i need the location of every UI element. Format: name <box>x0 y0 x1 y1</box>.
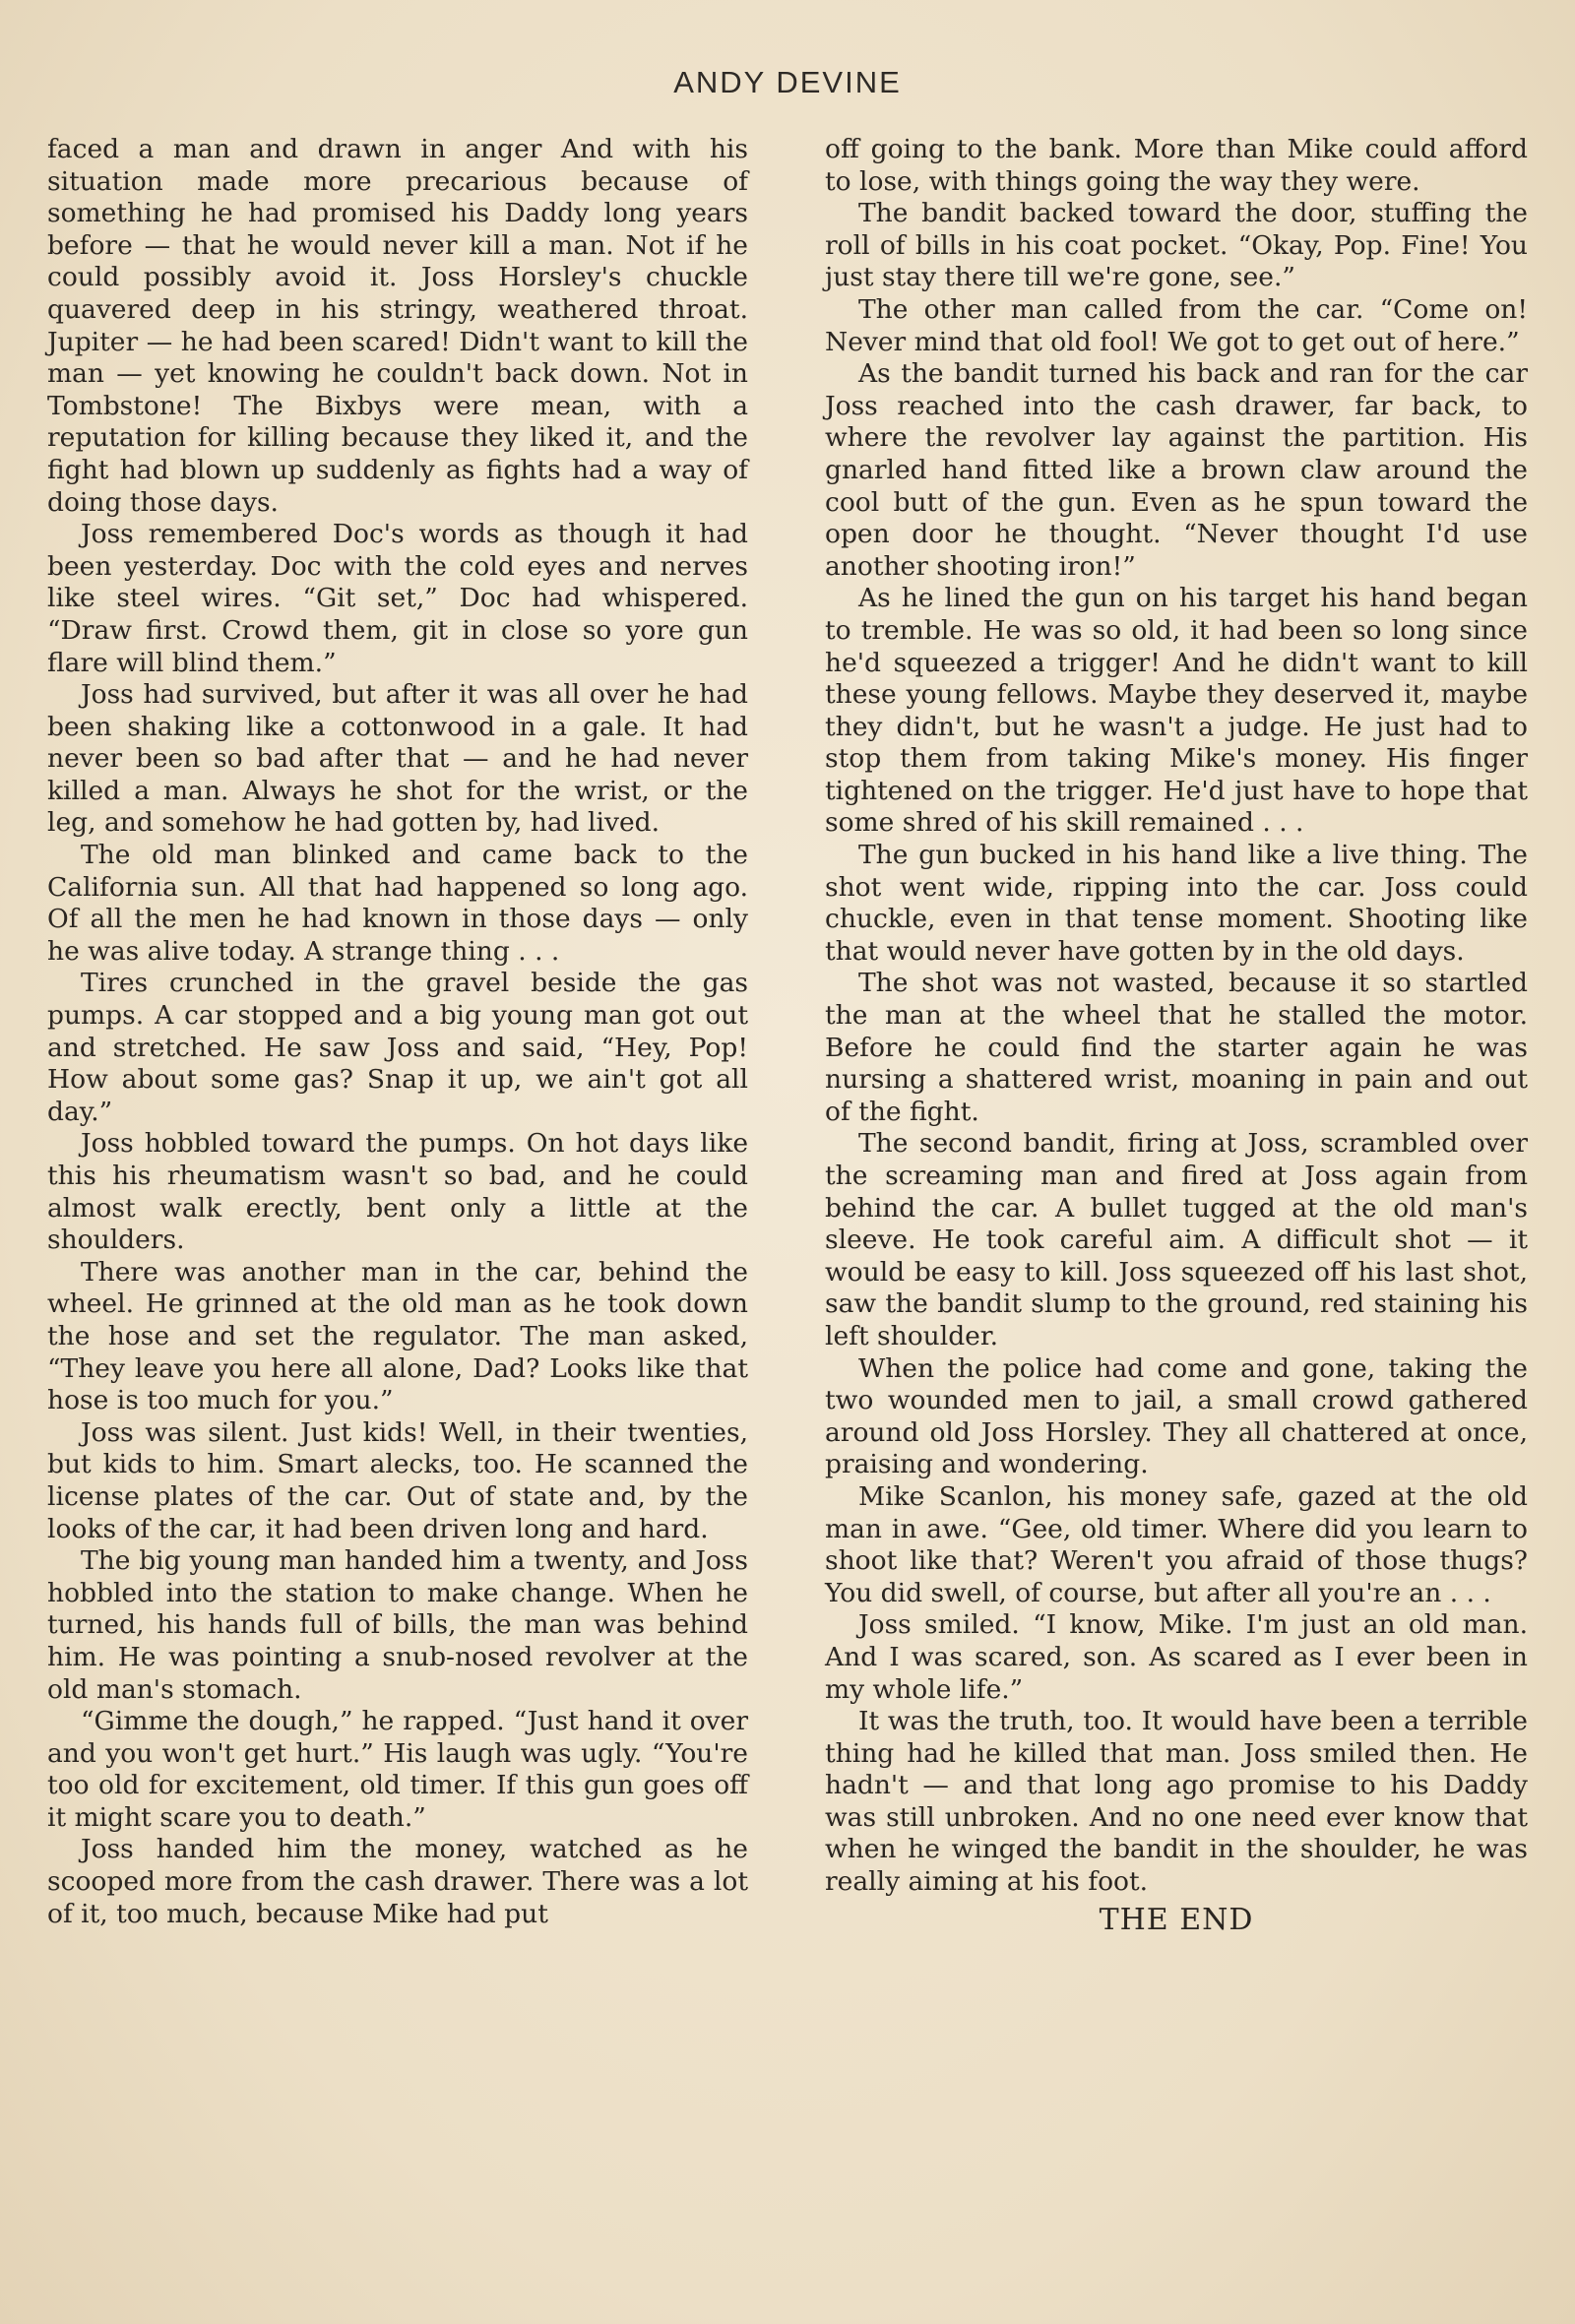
left-column <box>47 134 748 1930</box>
paragraph: When the police had come and gone, taking the two wounded men to jail, a small crowd gathered around old Joss Horsley. They all chattered at once, praising and wondering. <box>825 1352 1528 1480</box>
paragraph: Mike Scanlon, his money safe, gazed at the old man in awe. “Gee, old timer. Where did you learn to shoot like that? Weren't you afraid of those thugs? You did swell, of course, but after all you're an . . . <box>825 1480 1528 1608</box>
paragraph: “Gimme the dough,” he rapped. “Just hand it over and you won't get hurt.” His laugh was ugly. “You're too old for excitement, old timer. If this gun goes off it might scare you to death.” <box>47 1706 748 1833</box>
paragraph: Tires crunched in the gravel beside the gas pumps. A car stopped and a big young man got out and stretched. He saw Joss and said, “Hey, Pop! How about some gas? Snap it up, we ain't got all day.” <box>47 968 748 1127</box>
paragraph: The old man blinked and came back to the California sun. All that had happened so long ago. Of all the men he had known in those days — only he was alive today. A strange thing . . . <box>47 840 748 967</box>
paragraph: faced a man and drawn in anger And with his situation made more precarious because of something he had promised his Daddy long years before — that he would never kill a man. Not if he could possibly avoid it. Joss Horsley's chuckle quavered deep in his stringy, weathered throat. Jupiter — he had been scared! Didn't want to kill the man — yet knowing he couldn't back down. Not in Tombstone! The Bixbys were mean, with a reputation for killing because they liked it, and the fight had blown up suddenly as fights had a way of doing those days. <box>47 134 748 518</box>
paragraph: The gun bucked in his hand like a live thing. The shot went wide, ripping into the car. Joss could chuckle, even in that tense moment. Shooting like that would never have gotten by in the old days. <box>825 840 1528 967</box>
paragraph: Joss was silent. Just kids! Well, in their twenties, but kids to him. Smart alecks, too. He scanned the license plates of the car. Out of state and, by the looks of the car, it had been driven long and hard. <box>47 1416 748 1544</box>
paragraph: The bandit backed toward the door, stuffing the roll of bills in his coat pocket. “Okay, Pop. Fine! You just stay there till we're gone, see.” <box>825 198 1528 293</box>
paragraph: The other man called from the car. “Come on! Never mind that old fool! We got to get out of here.” <box>825 293 1528 357</box>
the-end-label: THE END <box>1099 1902 1254 1937</box>
right-column <box>825 134 1528 1936</box>
paragraph: Joss had survived, but after it was all over he had been shaking like a cottonwood in a gale. It had never been so bad after that — and he had never killed a man. Always he shot for the wrist, or the leg, and somehow he had gotten by, had lived. <box>47 679 748 839</box>
paragraph: Joss hobbled toward the pumps. On hot days like this his rheumatism wasn't so bad, and he could almost walk erectly, bent only a little at the shoulders. <box>47 1128 748 1256</box>
paragraph: It was the truth, too. It would have been a terrible thing had he killed that man. Joss smiled then. He hadn't — and that long ago promise to his Daddy was still unbroken. And no one need ever know that when he winged the bandit in the shoulder, he was really aiming at his foot. <box>825 1706 1528 1898</box>
paragraph: The second bandit, firing at Joss, scrambled over the screaming man and fired at Joss again from behind the car. A bullet tugged at the old man's sleeve. He took careful aim. A difficult shot — it would be easy to kill. Joss squeezed off his last shot, saw the bandit slump to the ground, red staining his left shoulder. <box>825 1128 1528 1351</box>
paragraph: As the bandit turned his back and ran for the car Joss reached into the cash drawer, far back, to where the revolver lay against the partition. His gnarled hand fitted like a brown claw around the cool butt of the gun. Even as he spun toward the open door he thought. “Never thought I'd use another shooting iron!” <box>825 358 1528 582</box>
paragraph: Joss handed him the money, watched as he scooped more from the cash drawer. There was a lot of it, too much, because Mike had put <box>47 1834 748 1929</box>
paragraph: The big young man handed him a twenty, and Joss hobbled into the station to make change. When he turned, his hands full of bills, the man was behind him. He was pointing a snub-nosed revolver at the old man's stomach. <box>47 1545 748 1705</box>
paragraph: The shot was not wasted, because it so startled the man at the wheel that he stalled the motor. Before he could find the starter again he was nursing a shattered wrist, moaning in pain and out of the fight. <box>825 968 1528 1127</box>
paragraph: Joss remembered Doc's words as though it had been yesterday. Doc with the cold eyes and nerves like steel wires. “Git set,” Doc had whispered. “Draw first. Crowd them, git in close so yore gun flare will blind them.” <box>47 519 748 678</box>
paragraph: Joss smiled. “I know, Mike. I'm just an old man. And I was scared, son. As scared as I ever been in my whole life.” <box>825 1609 1528 1705</box>
paragraph: off going to the bank. More than Mike could afford to lose, with things going the way they were. <box>825 134 1528 197</box>
running-header: ANDY DEVINE <box>673 65 902 99</box>
paragraph: As he lined the gun on his target his hand began to tremble. He was so old, it had been so long since he'd squeezed a trigger! And he didn't want to kill these young fellows. Maybe they deserved it, maybe they didn't, but he wasn't a judge. He just had to stop them from taking Mike's money. His finger tightened on the trigger. He'd just have to hope that some shred of his skill remained . . . <box>825 583 1528 839</box>
paragraph: There was another man in the car, behind the wheel. He grinned at the old man as he took down the hose and set the regulator. The man asked, “They leave you here all alone, Dad? Looks like that hose is too much for you.” <box>47 1256 748 1416</box>
